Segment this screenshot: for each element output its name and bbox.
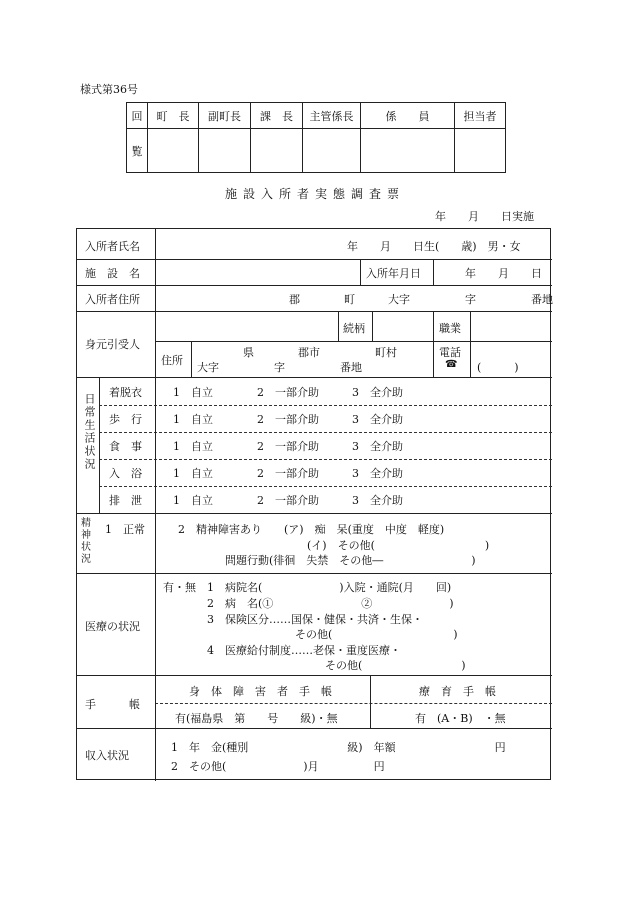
disability-handbook-value[interactable]: 有(福島県 第 号 級)・無 — [175, 712, 338, 725]
approval-header-staff: 係 員 — [361, 103, 455, 129]
rehab-handbook-value[interactable]: 有 (A・B) ・無 — [415, 712, 506, 725]
approval-stamp-box[interactable] — [148, 129, 199, 173]
medical-line3[interactable]: 3 保険区分……国保・健保・共済・生保・ — [207, 613, 423, 626]
daily-item-options[interactable]: 1 自立 2 一部介助 3 全介助 — [173, 494, 403, 507]
phone-label: 電話 — [439, 346, 461, 359]
approval-header-mayor: 町 長 — [148, 103, 199, 129]
guarantor-label: 身元引受人 — [85, 338, 140, 351]
income-line2[interactable]: 2 その他( )月 円 — [171, 760, 385, 773]
daily-item-options[interactable]: 1 自立 2 一部介助 3 全介助 — [173, 386, 403, 399]
medical-line1[interactable]: 有・無 1 病院名( )入院・通院(月 回) — [163, 581, 452, 594]
address-label: 入所者住所 — [85, 293, 140, 306]
disability-handbook-header: 身 体 障 害 者 手 帳 — [189, 685, 332, 698]
daily-item-options[interactable]: 1 自立 2 一部介助 3 全介助 — [173, 467, 403, 480]
approval-header-supervisor: 主管係長 — [303, 103, 361, 129]
daily-item-name: 排 泄 — [109, 494, 142, 507]
approval-stamp-box[interactable] — [361, 129, 455, 173]
medical-label: 医療の状況 — [85, 620, 140, 633]
daily-item-name: 歩 行 — [109, 413, 142, 426]
handbook-label: 手 帳 — [85, 698, 140, 711]
mental-line1[interactable]: 1 正常 2 精神障害あり (ア) 痴 呆(重度 中度 軽度) — [105, 523, 445, 536]
medical-line4[interactable]: その他( ) — [295, 628, 458, 641]
approval-stamp-box[interactable] — [199, 129, 251, 173]
address-field[interactable]: 郡 町 大字 字 番地 — [289, 293, 553, 306]
approval-stamp-box[interactable] — [251, 129, 303, 173]
income-label: 収入状況 — [85, 749, 129, 762]
entry-date-label: 入所年月日 — [366, 267, 421, 280]
approval-header-in-charge: 担当者 — [455, 103, 506, 129]
mental-label: 精神状況 — [81, 518, 91, 565]
facility-label: 施 設 名 — [85, 267, 140, 280]
daily-item-options[interactable]: 1 自立 2 一部介助 3 全介助 — [173, 413, 403, 426]
daily-item-name: 着脱衣 — [109, 386, 142, 399]
relation-label: 続柄 — [343, 322, 365, 335]
medical-line2[interactable]: 2 病 名(① ② ) — [207, 597, 454, 610]
page-title: 施設入所者実態調査票 — [224, 187, 405, 201]
guarantor-address-line2[interactable]: 大字 字 番地 — [197, 361, 362, 374]
form-number: 様式第36号 — [80, 83, 138, 96]
approval-header-deputy-mayor: 副町長 — [199, 103, 251, 129]
name-label: 入所者氏名 — [85, 240, 140, 253]
approval-stamp-box[interactable] — [455, 129, 506, 173]
daily-item-options[interactable]: 1 自立 2 一部介助 3 全介助 — [173, 440, 403, 453]
daily-item-name: 入 浴 — [109, 467, 142, 480]
medical-line5[interactable]: 4 医療給付制度……老保・重度医療・ — [207, 644, 401, 657]
phone-field[interactable]: ( ) — [477, 361, 519, 374]
rehab-handbook-header: 療 育 手 帳 — [419, 685, 496, 698]
job-label: 職業 — [439, 322, 461, 335]
guarantor-address-label: 住所 — [161, 354, 183, 367]
implementation-date: 年 月 日実施 — [435, 210, 534, 223]
survey-form — [76, 228, 551, 780]
birth-date-field[interactable]: 年 月 日生( 歳) 男・女 — [347, 240, 521, 253]
approval-side-bottom: 覧 — [127, 129, 148, 173]
approval-stamp-box[interactable] — [303, 129, 361, 173]
approval-table — [126, 102, 506, 173]
mental-line3[interactable]: 問題行動(徘徊 失禁 その他― ) — [225, 554, 476, 567]
income-line1[interactable]: 1 年 金(種別 級) 年額 円 — [171, 741, 506, 754]
guarantor-address-line1[interactable]: 県 郡市 町村 — [243, 346, 397, 359]
approval-header-section-chief: 課 長 — [251, 103, 303, 129]
daily-life-label: 日常生活状況 — [83, 393, 96, 471]
phone-icon: ☎ — [445, 359, 458, 370]
medical-line6[interactable]: その他( ) — [325, 659, 466, 672]
mental-line2[interactable]: (イ) その他( ) — [307, 539, 490, 552]
entry-date-field[interactable]: 年 月 日 — [465, 267, 542, 280]
daily-item-name: 食 事 — [109, 440, 142, 453]
approval-side-top: 回 — [127, 103, 148, 129]
